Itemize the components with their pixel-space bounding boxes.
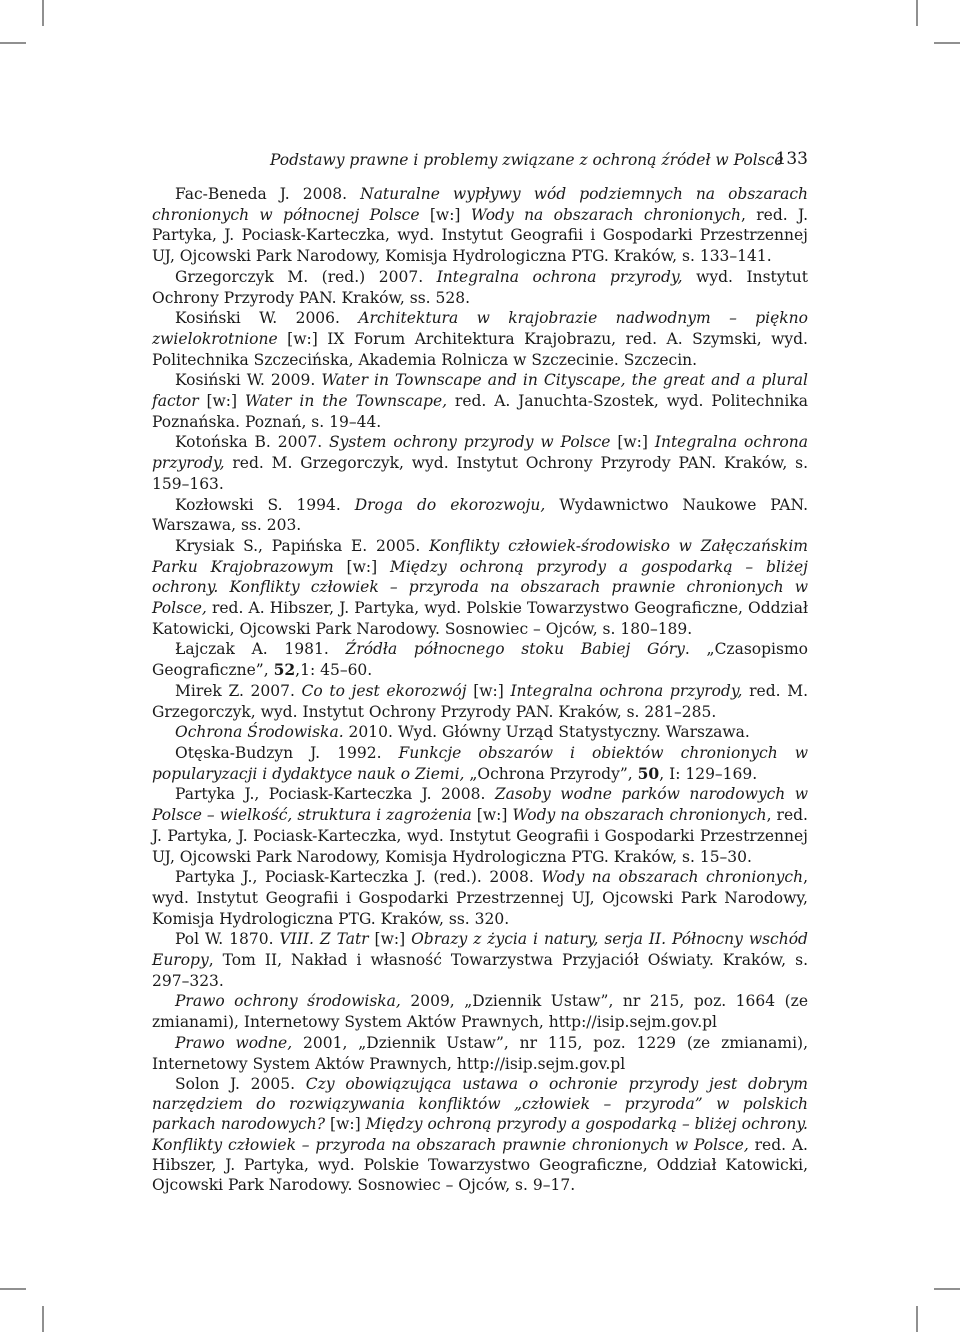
reference-text: ,1: 45–60. <box>295 661 373 680</box>
reference-text: Krysiak S., Papińska E. 2005. <box>175 536 430 555</box>
page-number: 133 <box>775 149 808 169</box>
reference-entry <box>152 536 808 640</box>
reference-text: Partyka J., Pociask-Karteczka J. 2008. <box>175 785 495 804</box>
reference-text: red. M. Grzegorczyk, wyd. Instytut Ochrony Przyrody PAN. Kraków, s. 159–163. <box>152 454 808 493</box>
reference-italic-text: Wody na obszarach chronionych <box>512 806 767 825</box>
reference-text: Kosiński W. 2009. <box>175 371 322 390</box>
reference-text: [w:] IX Forum Architektura Krajobrazu, red. A. Szymski, wyd. Politechnika Szczecińska, Akademia Rolnicza w Szczecinie. Szczecin. <box>152 329 808 369</box>
reference-text: Łajczak A. 1981. <box>175 640 346 659</box>
reference-text: red. A. Januchta-Szostek, wyd. Politechnika Poznańska. Poznań, s. 19–44. <box>152 392 808 431</box>
reference-italic-text: Water in Townscape and in Cityscape, the great and a plural factor <box>152 371 808 411</box>
reference-text: Mirek Z. 2007. <box>175 681 302 700</box>
reference-text: [w:] <box>419 205 471 224</box>
reference-text: Fac-Beneda J. 2008. <box>175 185 361 203</box>
reference-entry <box>152 370 808 432</box>
page-header <box>152 147 808 177</box>
reference-entry <box>152 929 808 991</box>
reference-text: , red. J. Partyka, J. Pociask-Karteczka, wyd. Instytut Geografii i Gospodarki Przestrzennej UJ, Ojcowski Park Narodowy, Komisja Hydrologiczna PTG. Kraków, s. 133–141. <box>152 205 808 266</box>
reference-text: [w:] <box>333 557 390 576</box>
reference-italic-text: Wody na obszarach chronionych <box>541 868 804 887</box>
reference-text: 2001, „Dziennik Ustaw”, nr 115, poz. 1229 (ze zmianami), Internetowy System Aktów Prawnych, http://isip.sejm.gov.pl <box>152 1033 808 1073</box>
reference-entry <box>152 184 808 267</box>
reference-italic-text: Water in the Townscape, <box>244 392 448 411</box>
reference-entry <box>152 639 808 680</box>
running-title: Podstawy prawne i problemy związane z ochroną źródeł w Polsce <box>270 151 784 169</box>
reference-text: , red. J. Partyka, J. Pociask-Karteczka, wyd. Instytut Geografii i Gospodarki Przestrzennej UJ, Ojcowski Park Narodowy, Komisja Hydrologiczna PTG. Kraków, s. 15–30. <box>152 806 808 866</box>
reference-text: [w:] <box>325 1115 366 1134</box>
reference-entry <box>152 991 808 1032</box>
reference-entry <box>152 681 808 722</box>
reference-entry <box>152 308 808 370</box>
reference-italic-text: Między ochroną przyrody a gospodarką – bliżej ochrony. Konflikty człowiek – przyroda na obszarach prawnie chronionych w Polsce, <box>152 557 808 618</box>
reference-entry <box>152 267 808 308</box>
reference-italic-text: Konflikty człowiek-środowisko w Załęczańskim Parku Krajobrazowym <box>152 536 809 576</box>
reference-bold-text: 52 <box>273 660 296 680</box>
reference-text: Otęska-Budzyn J. 1992. <box>175 743 399 762</box>
reference-text: Kotońska B. 2007. <box>175 433 330 452</box>
reference-text: Grzegorczyk M. (red.) 2007. <box>175 267 437 286</box>
reference-italic-text: Funkcje obszarów i obiektów chronionych w popularyzacji i dydaktyce nauk o Ziemi, <box>152 743 808 783</box>
reference-italic-text: Ochrona Środowiska. <box>175 723 344 742</box>
reference-italic-text: Architektura w krajobrazie nadwodnym – piękno zwielokrotnione <box>152 309 808 348</box>
reference-entry <box>152 722 808 743</box>
reference-text: red. A. Hibszer, J. Partyka, wyd. Polskie Towarzystwo Geograficzne, Oddział Katowicki, Ojcowski Park Narodowy. Sosnowiec – Ojców, s. 180–189. <box>152 599 808 638</box>
reference-text: Kosiński W. 2006. <box>175 309 359 328</box>
reference-text: , I: 129–169. <box>659 764 758 783</box>
reference-italic-text: Prawo ochrony środowiska, <box>175 992 401 1011</box>
reference-text: [w:] <box>610 433 655 452</box>
reference-italic-text: Zasoby wodne parków narodowych w Polsce – wielkość, struktura i zagrożenia <box>152 785 808 825</box>
reference-bold-text: 50 <box>637 763 660 783</box>
reference-entry <box>152 1033 808 1074</box>
reference-entry <box>152 432 808 494</box>
reference-entry <box>152 1074 808 1195</box>
reference-italic-text: Integralna ochrona przyrody, <box>436 267 683 286</box>
reference-text: Solon J. 2005. <box>175 1075 306 1094</box>
reference-text: [w:] <box>198 392 245 411</box>
reference-italic-text: Prawo wodne, <box>175 1033 293 1052</box>
reference-italic-text: Wody na obszarach chronionych <box>470 205 741 224</box>
reference-entry <box>152 784 808 867</box>
reference-text: Partyka J., Pociask-Karteczka J. (red.). 2008. <box>175 868 542 887</box>
reference-text: wyd. Instytut Ochrony Przyrody PAN. Kraków, ss. 528. <box>152 267 808 307</box>
reference-italic-text: Obrazy z życia i natury, serja II. Północny wschód Europy <box>152 930 808 970</box>
reference-italic-text: Źródła północnego stoku Babiej Góry <box>345 640 685 659</box>
reference-text: 2009, „Dziennik Ustaw”, nr 215, poz. 1664 (ze zmianami), Internetowy System Aktów Prawnych, http://isip.sejm.gov.pl <box>152 992 809 1032</box>
reference-text: , wyd. Instytut Geografii i Gospodarki Przestrzennej UJ, Ojcowski Park Narodowy, Komisja Hydrologiczna PTG. Kraków, ss. 320. <box>152 868 808 928</box>
reference-text: „Ochrona Przyrody”, <box>464 764 638 783</box>
reference-text: Wydawnictwo Naukowe PAN. Warszawa, ss. 203. <box>152 495 808 535</box>
references-list <box>152 184 808 1195</box>
reference-text: Pol W. 1870. <box>175 930 280 949</box>
reference-italic-text: VIII. Z Tatr <box>279 930 369 949</box>
reference-italic-text: Co to jest ekorozwój <box>301 681 467 700</box>
reference-entry <box>152 867 808 929</box>
reference-italic-text: Integralna ochrona przyrody, <box>510 681 743 700</box>
reference-entry <box>152 495 808 536</box>
reference-text: [w:] <box>471 806 513 825</box>
reference-italic-text: Integralna ochrona przyrody, <box>152 433 808 473</box>
reference-entry <box>152 743 808 784</box>
reference-text: [w:] <box>368 930 412 949</box>
reference-text: [w:] <box>466 681 511 700</box>
reference-italic-text: Naturalne wypływy wód podziemnych na obszarach chronionych w północnej Polsce <box>152 185 808 224</box>
reference-italic-text: Droga do ekorozwoju, <box>354 495 546 514</box>
reference-text: . „Czasopismo Geograficzne”, <box>152 640 808 680</box>
reference-text: , Tom II, Nakład i własność Towarzystwa Przyjaciół Oświaty. Kraków, s. 297–323. <box>152 951 808 990</box>
reference-text: red. A. Hibszer, J. Partyka, wyd. Polskie Towarzystwo Geograficzne, Oddział Katowicki, Ojcowski Park Narodowy. Sosnowiec – Ojców, s. 9–17. <box>152 1135 808 1194</box>
reference-text: red. M. Grzegorczyk, wyd. Instytut Ochrony Przyrody PAN. Kraków, s. 281–285. <box>152 681 808 721</box>
reference-text: 2010. Wyd. Główny Urząd Statystyczny. Warszawa. <box>343 723 750 742</box>
reference-italic-text: Czy obowiązująca ustawa o ochronie przyrody jest dobrym narzędziem do rozwiązywania konfliktów „człowiek – przyroda” w polskich parkach narodowych? <box>152 1075 808 1134</box>
reference-text: Kozłowski S. 1994. <box>175 495 355 514</box>
reference-italic-text: Między ochroną przyrody a gospodarką – bliżej ochrony. Konflikty człowiek – przyroda na obszarach prawnie chronionych w Polsce, <box>152 1115 808 1154</box>
reference-italic-text: System ochrony przyrody w Polsce <box>329 433 611 452</box>
